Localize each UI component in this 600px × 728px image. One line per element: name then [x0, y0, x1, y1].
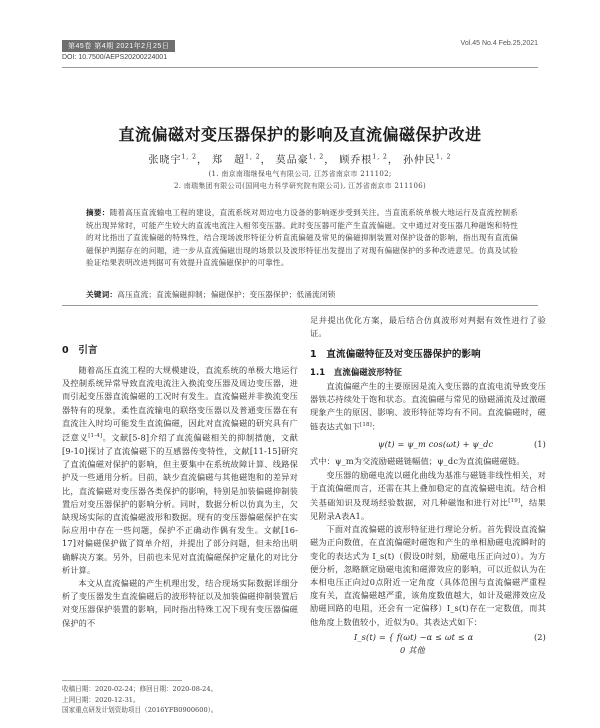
section-heading-1-1: 1.1 直流偏磁波形特征	[310, 367, 403, 378]
header-divider	[62, 67, 538, 68]
abstract-divider	[62, 305, 538, 306]
journal-issue-en: Vol.45 No.4 Feb.25,2021	[460, 40, 538, 47]
equation-2-number: (2)	[533, 631, 546, 642]
equation-1-description: 式中：ψ_m为交流励磁磁链幅值；ψ_dc为直流偏磁磁链。	[310, 456, 525, 467]
intro-tail: 足并提出优化方案，最后结合仿真波形对判据有效性进行了验证。	[310, 315, 546, 339]
journal-issue-badge: 第45卷 第4期 2021年2月25日	[62, 40, 175, 52]
keywords	[86, 289, 518, 300]
author: 孙仲民$^{1, 2}$	[403, 153, 452, 166]
footnote-divider	[62, 680, 182, 681]
footnote-received: 收稿日期：2020-02-24；修回日期：2020-08-24。	[62, 685, 218, 693]
equation-2-body: I_s(t) = { f(ωt) −α ≤ ωt ≤ α 0 其他	[354, 631, 474, 655]
abstract-label: 摘要：	[86, 208, 110, 217]
section-1-1-paragraph-3: 下面对直流偏磁的波形特征进行理论分析。首先假设直流偏磁为正向数值，在直流偏磁时磁饱和产生的单相励磁电流瞬时的变化的表达式为 I_s(t)（假设0时刻，励磁电压正向过0）。为方便分析，忽略额定励磁电流和磁滞效应的影响，可以近似认为在本相电压正向过0点附近一定角度（具体范围与直流偏磁严重程度有关，直流偏磁越严重，该角度数值越大，如计及磁滞效应及励磁回路的电阻，还会有一定偏移）I_s(t)存在一定数值，而其他角度上数值较小，近似为0。其表达式如下：	[310, 524, 546, 627]
intro-paragraph-2: 本文从直流偏磁的产生机理出发，结合现场实际数据详细分析了变压器发生直流偏磁后的波形特征以及加装偏磁抑制装置后对变压器保护装置的影响，同时指出特殊工况下现有变压器偏磁保护的不	[62, 577, 298, 628]
abstract-text: 随着高压直流输电工程的建设，直流系统对周边电力设备的影响逐步受到关注。当直流系统单极大地运行及直流控制系统出现异常时，可能产生较大的直流电流注入相邻变压器。此时变压器可能产生直流偏磁。文中通过对变压器几种磁饱和特性的对比指出了直流偏磁的特殊性，结合现场波形特征分析直流偏磁及常见的偏磁抑制装置对保护设备的影响，指出现有直流偏磁保护判据存在的问题，进一步从直流偏磁出现的场景以及波形特征出发提出了对现有偏磁保护的多种改进意见。仿真及试验验证结果表明改进判据可有效提升直流偏磁保护的可靠性。	[86, 208, 518, 268]
author: 顾乔根$^{1, 2}$	[339, 153, 388, 166]
section-1-1-paragraph-2: 变压器的励磁电流以磁化曲线为基准与磁链非线性相关，对于直流偏磁而言，还需在其上叠加稳定的直流偏磁电流。结合相关基础知识及现场经验数据，对几种磁饱和进行对比[19]，结果见附录A表A1。	[310, 469, 546, 521]
footnotes	[62, 684, 298, 716]
author: 郑 超$^{1, 2}$	[212, 153, 261, 166]
author-list: 张晓宇$^{1, 2}$， 郑 超$^{1, 2}$， 莫品豪$^{1, 2}$， 顾乔根$^{1, 2}$， 孙仲民$^{1, 2}$	[148, 153, 452, 166]
section-1-1-paragraph-1: 直流偏磁产生的主要原因是流入变压器的直流电流导致变压器铁芯持续处于饱和状态。直流偏磁与常见的励磁涌流及过激磁现象产生的原因、影响、波形特征等均有不同。直流偏磁时，磁链表达式如下[18]：	[310, 380, 546, 432]
equation-1	[310, 438, 546, 451]
left-column	[62, 344, 298, 630]
affiliation-1: (1. 南京南瑞继保电气有限公司, 江苏省南京市 211102;	[208, 170, 392, 178]
section-heading-intro: 0 引言	[62, 345, 98, 356]
equation-1-body: ψ(t) = ψ_m cos(ωt) + ψ_dc	[378, 439, 494, 450]
author: 莫品豪$^{1, 2}$	[275, 153, 325, 166]
affiliation-2: 2. 南瑞集团有限公司(国网电力科学研究院有限公司), 江苏省南京市 211106)	[173, 182, 427, 190]
keywords-text: 高压直流；直流偏磁抑制；偏磁保护；变压器保护；低涌流闭锁	[117, 290, 336, 299]
footnote-fund: 国家重点研发计划资助项目（2016YFB0900600）。	[62, 706, 218, 714]
right-column	[310, 314, 546, 661]
intro-paragraph-1: 随着高压直流工程的大规模建设，直流系统的单极大地运行及控制系统异常导致直流电流注入换流变压器及周边变压器，进而引起变压器直流偏磁的工况时有发生。直流偏磁并非换流变压器特有的现象，柔性直流输电的联络变压器以及普通变压器在有直流注入时均可能发生直流偏磁，因此对直流偏磁的研究具有广泛意义[1-4]。文献[5-8]介绍了直流偏磁相关的抑制措施，文献[9-10]探讨了直流偏磁下的互感器传变特性，文献[11-15]研究了直流偏磁对保护的影响，但主要集中在系统故障计算、线路保护及一些通用分析。目前，缺少直流偏磁与其他磁饱和的差异对比，直流偏磁对变压器各类保护的影响，特别是加装偏磁抑制装置后对变压器保护的影响分析。同时，数据分析以仿真为主，欠缺现场实际的直流偏磁波形和数据。现有的变压器偏磁保护在实际应用中存在一些问题，保护不正确动作偶有发生。文献[16-17]对偏磁保护做了简单介绍，并提出了部分问题，但未给出明确解决方案。另外，目前也未见对直流偏磁保护定量化的对比分析计算。	[62, 365, 298, 575]
section-heading-1: 1 直流偏磁特征及对变压器保护的影响	[310, 349, 481, 361]
paper-title: 直流偏磁对变压器保护的影响及直流偏磁保护改进	[118, 125, 482, 144]
footnote-online: 上网日期：2020-12-31。	[62, 695, 140, 704]
author: 张晓宇$^{1, 2}$	[148, 153, 197, 166]
doi: DOI: 10.7500/AEPS20200224001	[62, 54, 168, 61]
keywords-label: 关键词：	[86, 290, 118, 299]
equation-2	[310, 631, 546, 657]
abstract	[86, 207, 518, 270]
equation-1-number: (1)	[533, 439, 546, 450]
